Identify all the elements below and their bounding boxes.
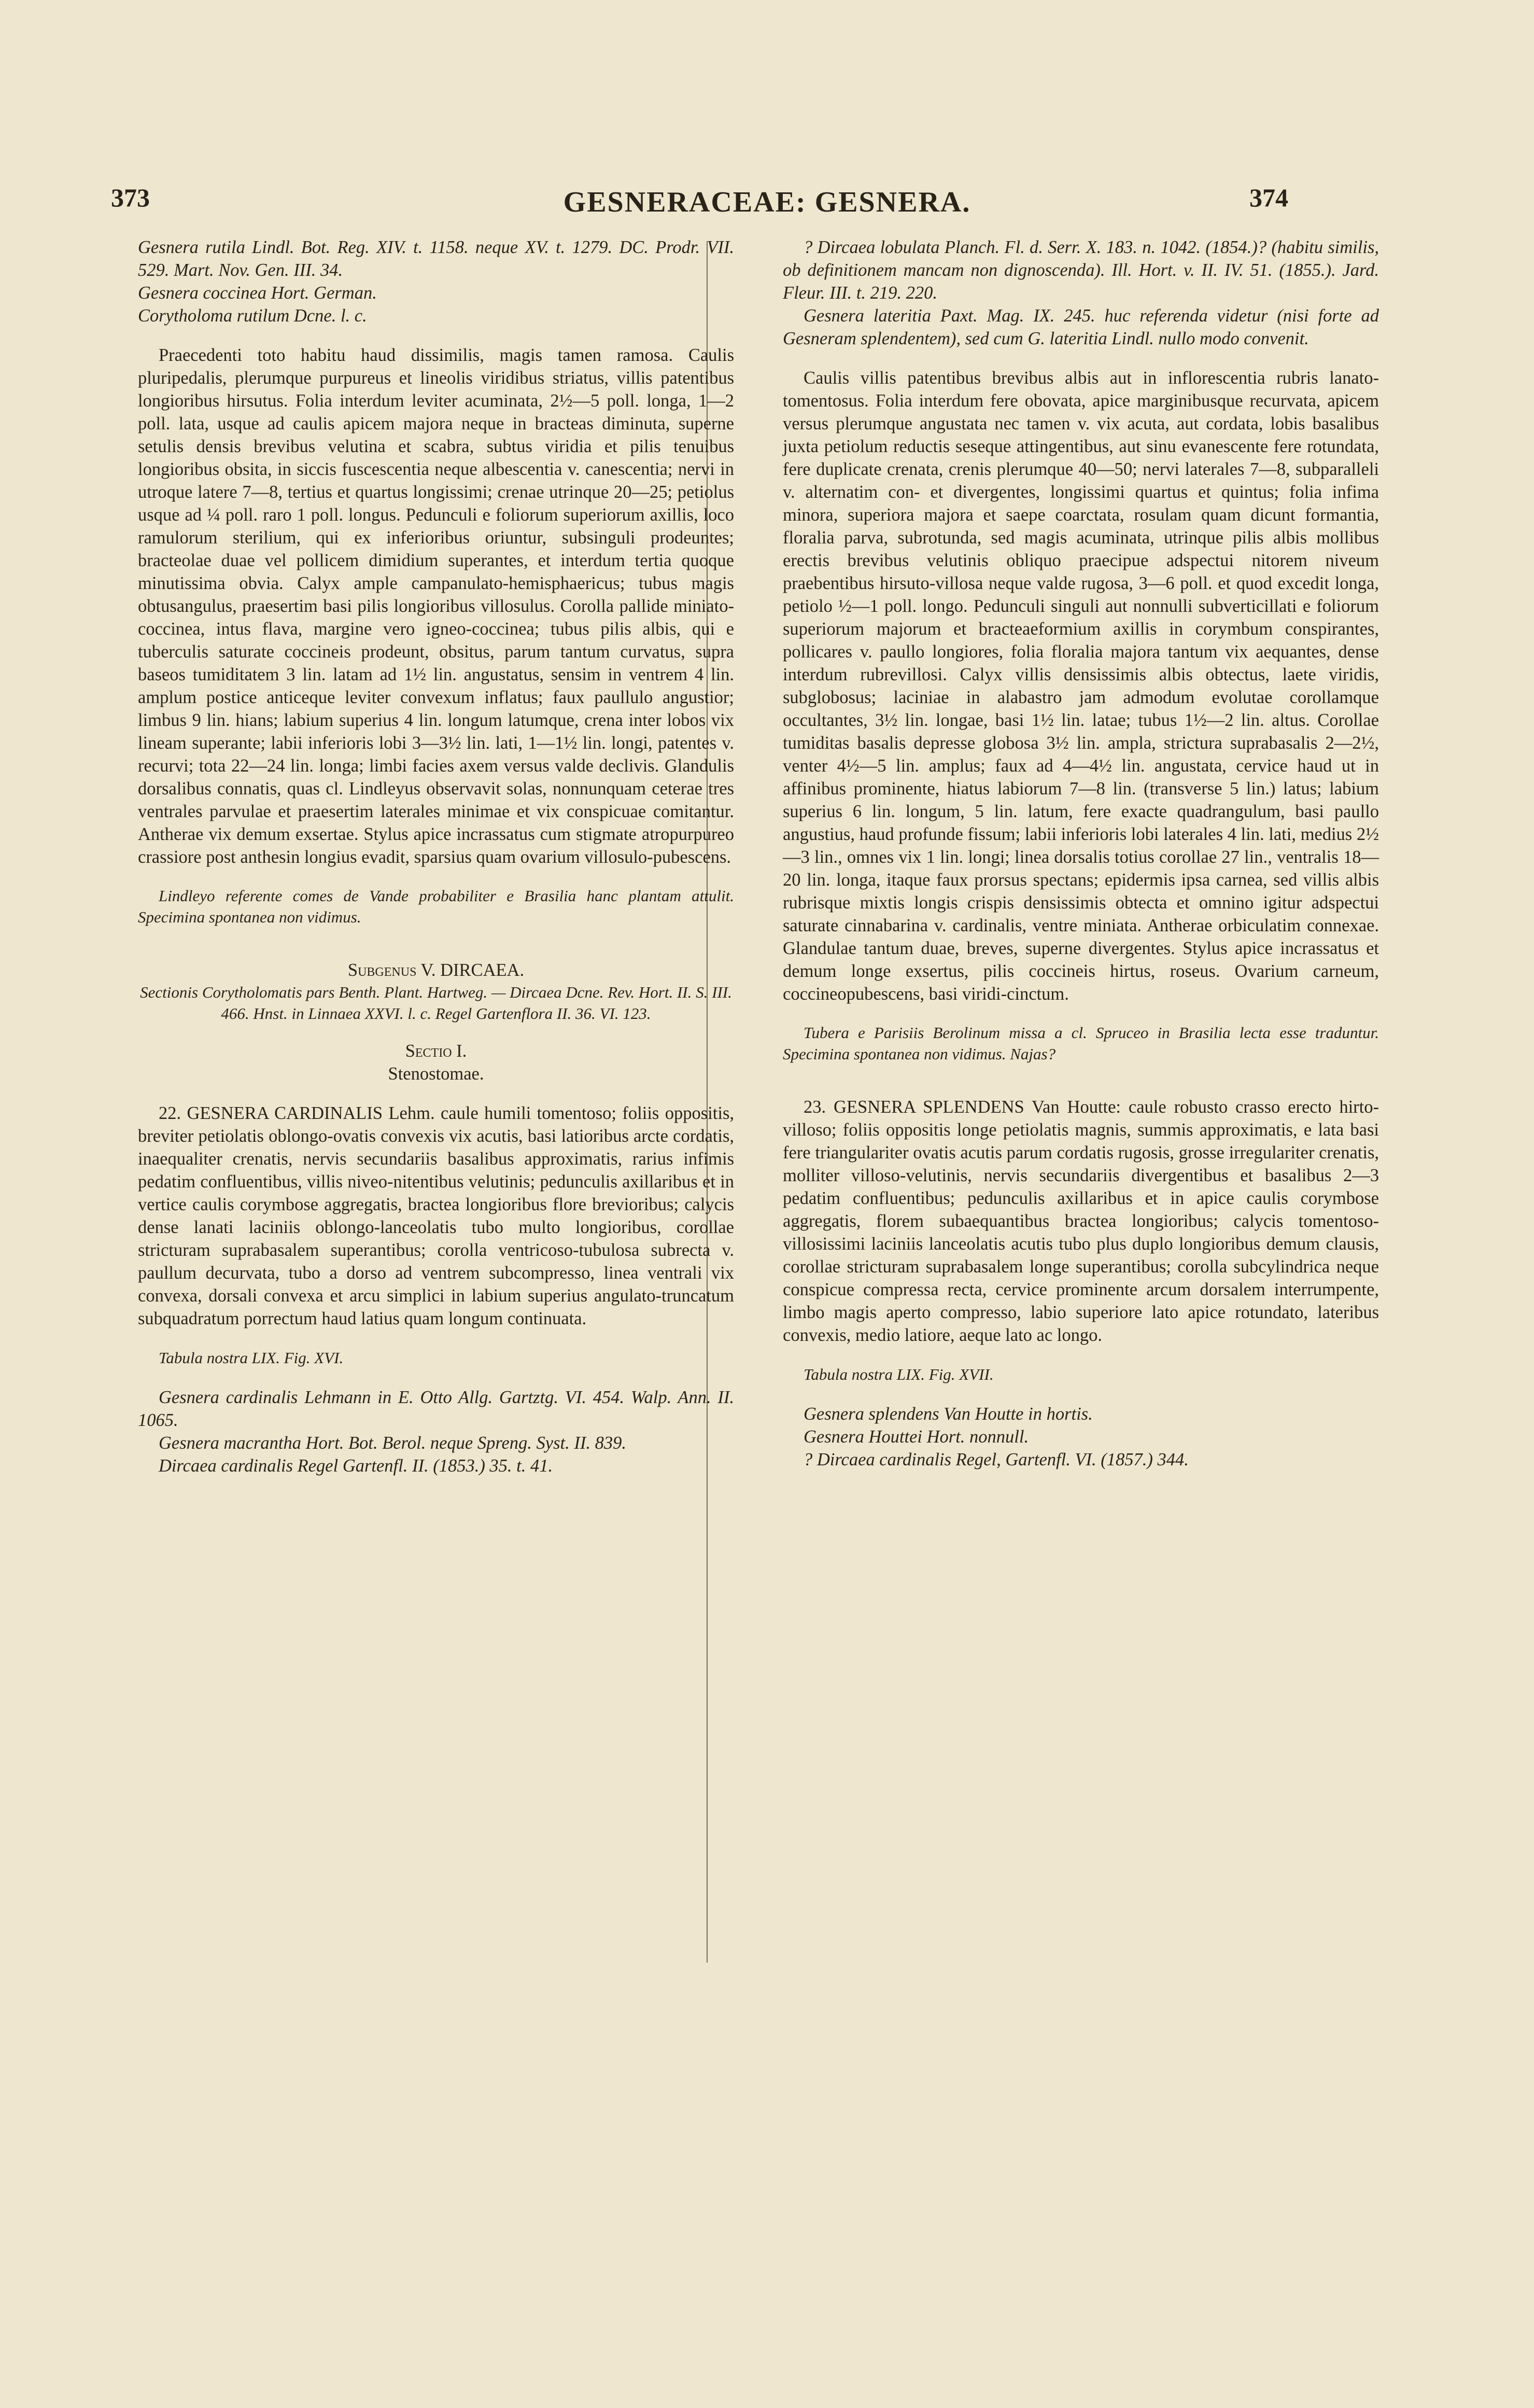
synonym: Gesnera rutila Lindl. Bot. Reg. XIV. t. 1158. neque XV. t. 1279. DC. Prodr. VII. 529. Mart. Nov. Gen. III. 34. xyxy=(138,237,734,280)
synonym: Gesnera Houttei Hort. nonnull. xyxy=(804,1427,1029,1447)
description: Caulis villis patentibus brevibus albis aut in inflorescentia rubris lanato-tomentosus. Folia interdum fere obovata, apice marginibusque recurvata, apicem versus plerumque angustata nec tamen v. vix acuta, aut cordata, lobis basalibus juxta petiolum reductis seseque attingentibus, aut sinu evanescente fere rotundata, fere duplicate crenata, crenis plerumque 40—50; nervi laterales 7—8, subparalleli v. alternatim con- et divergentes, longissimi quartus et quintus; folia infima minora, superiora majora et saepe coarctata, rosulam quam dicunt formantia, floralia parva, subrotunda, sed magis acuminata, utrinque pilis albis mollibus erectis brevibus velutinis obliquo praecipue adspectui nitorem niveum praebentibus hirsuto-villosa neque valde rugosa, 3—6 poll. et quod excedit longa, petiolo ½—1 poll. longo. Pedunculi singuli aut nonnulli subverticillati e foliorum superiorum majorum et bracteaeformium axillis in corymbum conspirantes, pollicares v. paullo longiores, folia floralia majora tantum vix aequantes, dense interdum rubrevillosi. Calyx villis densissimis albis obtectus, laete viridis, subglobosus; laciniae in alabastro jam admodum evolutae corollamque occultantes, 3½ lin. longae, basi 1½ lin. latae; tubus 1½—2 lin. altus. Corollae tumiditas basalis depresse globosa 3½ lin. ampla, strictura suprabasalis 2—2½, venter 4½—5 lin. amplus; faux ad 4—4½ lin. angustata, cervice haud ut in affinibus prominente, hiatus labiorum 7—8 lin. (transverse 5 lin.) latus; labium superius 6 lin. longum, 5 lin. latum, fere exacte quadrangulum, basi paullo angustius, haud profunde fissum; labii inferioris lobi laterales 4 lin. lati, medius 2½—3 lin., omnes vix 1 lin. longi; linea dorsalis totius corollae 27 lin., ventralis 18—20 lin. longa, itaque faux prorsus spectans; epidermis ipsa carnea, sed villis albis rubrisque mixtis longis crispis densissimis obtecta et omnino igitur adspectui saturate cinnabarina v. cardinalis, ventre miniata. Antherae orbiculatim connexae. Glandulae tantum duae, breves, superne divergentes. Stylus apice incrassatus et demum longe exsertus, pilis coccineis hirtus, roseus. Ovarium carneum, coccineopubescens, basi viridi-cinctum. xyxy=(783,368,1379,1004)
right-column xyxy=(783,236,1379,1471)
synonym: Gesnera lateritia Paxt. Mag. IX. 245. huc referenda videtur (nisi forte ad Gesneram splendentem), sed cum G. lateritia Lindl. nullo modo convenit. xyxy=(783,306,1379,348)
synonym: ? Dircaea lobulata Planch. Fl. d. Serr. X. 183. n. 1042. (1854.)? (habitu similis, ob definitionem mancam non dignoscenda). Ill. Hort. v. II. IV. 51. (1855.). Jard. Fleur. III. t. 219. 220. xyxy=(783,237,1379,303)
synonym: Dircaea cardinalis Regel Gartenfl. II. (1853.) 35. t. 41. xyxy=(159,1456,553,1476)
description: Praecedenti toto habitu haud dissimilis, magis tamen ramosa. Caulis pluripedalis, plerumque purpureus et lineolis viridibus striatus, villis patentibus longioribus hirsutus. Folia interdum leviter acuminata, 2½—5 poll. longa, 1—2 poll. lata, usque ad caulis apicem majora neque in bracteas diminuta, superne setulis densis brevibus velutina et scabra, subtus viridia et pilis tenuibus longioribus obsita, in siccis fuscescentia neque albescentia v. canescentia; nervi in utroque latere 7—8, tertius et quartus longissimi; crenae utrinque 20—25; petiolus usque ad ¼ poll. raro 1 poll. longus. Pedunculi e foliorum superiorum axillis, loco ramulorum sterilium, qui ex inferioribus oriuntur, subsinguli prodeuntes; bracteolae duae vel pollicem dimidium superantes, et interdum tertia quoque minutissima obvia. Calyx ample campanulato-hemisphaericus; tubus magis obtusangulus, praesertim basi pilis longioribus villosulus. Corolla pallide miniato-coccinea, intus flava, margine vero igneo-coccinea; tubus pilis albis, qui e tuberculis saturate coccineis prodeunt, obsitus, parum tantum curvatus, supra baseos tumiditatem 3 lin. latam ad 1½ lin. angustatus, sensim in ventrem 4 lin. amplum postice anticeque leviter convexum inflatus; faux paullulo angustior; limbus 9 lin. hians; labium superius 4 lin. longum latumque, crena inter lobos vix lineam superante; labii inferioris lobi 3—3½ lin. lati, 1—1½ lin. longi, patentes v. recurvi; tota 22—24 lin. longa; limbi facies axem versus valde declivis. Glandulis dorsalibus connatis, quas cl. Lindleyus observavit solas, nonnunquam ceterae tres ventrales parvulae et praesertim laterales minimae et vix conspicuae comitantur. Antherae vix demum exsertae. Stylus apice incrassatus cum stigmate atropurpureo crassiore post anthesin longius evadit, sparsius quam ovarium villosulo-pubescens. xyxy=(138,345,734,867)
synonym: Gesnera splendens Van Houtte in hortis. xyxy=(804,1404,1093,1424)
subgenus-reference: Sectionis Corytholomatis pars Benth. Plant. Hartweg. — Dircaea Dcne. Rev. Hort. II. S. III. 466. Hnst. in Linnaea XXVI. l. c. Regel Gartenflora II. 36. VI. 123. xyxy=(140,983,732,1023)
synonym: ? Dircaea cardinalis Regel, Gartenfl. VI. (1857.) 344. xyxy=(804,1450,1189,1469)
subgenus-heading: Subgenus V. DIRCAEA. xyxy=(347,960,525,980)
section-heading: Sectio I. xyxy=(405,1041,467,1061)
synonym: Gesnera coccinea Hort. German. xyxy=(138,283,377,303)
page-number-right: 374 xyxy=(1249,183,1288,212)
page-number-left: 373 xyxy=(111,183,150,212)
plate-reference: Tabula nostra LIX. Fig. XVI. xyxy=(159,1349,344,1367)
section-name: Stenostomae. xyxy=(388,1064,484,1084)
running-head: GESNERACEAE: GESNERA. xyxy=(563,186,971,218)
note: Lindleyo referente comes de Vande probabiliter e Brasilia hanc plantam attulit. Specimina spontanea non vidimus. xyxy=(138,887,734,926)
left-column xyxy=(138,236,734,1477)
species-22-diagnosis: 22. GESNERA CARDINALIS Lehm. caule humili tomentoso; foliis oppositis, breviter petiolatis oblongo-ovatis convexis vix acutis, basi latioribus arcte cordatis, inaequaliter crenatis, nervis secundariis basalibus approximatis, rarius infimis pedatim confluentibus, villis niveo-nitentibus velutinis; pedunculis axillaribus et in vertice caulis corymbose aggregatis, bractea longioribus flore brevioribus; calycis dense lanati laciniis oblongo-lanceolatis tubo multo longioribus, corollae stricturam suprabasalem superantibus; corolla ventricoso-tubulosa subrecta v. paullum decurvata, tubo a dorso ad ventrem subcompresso, linea ventrali vix convexa, dorsali convexa et arcu simplici in labium superius angulato-truncatum subquadratum porrectum haud latius quam longum continuata. xyxy=(138,1103,734,1328)
species-23-diagnosis: 23. GESNERA SPLENDENS Van Houtte: caule robusto crasso erecto hirto-villoso; foliis oppositis longe petiolatis magnis, summis approximatis, e lata basi fere triangulariter ovatis acutis parum cordatis rugosis, grosse irregulariter crenatis, molliter villoso-velutinis, nervis secundariis divergentibus et basalibus 2—3 pedatim confluentibus; pedunculis axillaribus et in apice caulis corymbose aggregatis, florem subaequantibus bractea longioribus; calycis tomentoso-villosissimi laciniis lanceolatis acutis tubo plus duplo longioribus demum clausis, corollae stricturam suprabasalem longe superantibus; corolla subcylindrica neque conspicue compressa recta, cervice prominente arcum dorsalem interrumpente, limbo magis aperto compresso, labio superiore lato apice rotundato, lateribus convexis, medio latiore, aeque lato ac longo. xyxy=(783,1097,1379,1345)
synonym: Gesnera cardinalis Lehmann in E. Otto Allg. Gartztg. VI. 454. Walp. Ann. II. 1065. xyxy=(138,1388,734,1430)
plate-reference: Tabula nostra LIX. Fig. XVII. xyxy=(804,1365,994,1383)
synonym: Gesnera macrantha Hort. Bot. Berol. neque Spreng. Syst. II. 839. xyxy=(159,1433,626,1453)
synonym: Corytholoma rutilum Dcne. l. c. xyxy=(138,306,367,326)
note: Tubera e Parisiis Berolinum missa a cl. Spruceo in Brasilia lecta esse traduntur. Specimina spontanea non vidimus. Najas? xyxy=(783,1024,1379,1063)
